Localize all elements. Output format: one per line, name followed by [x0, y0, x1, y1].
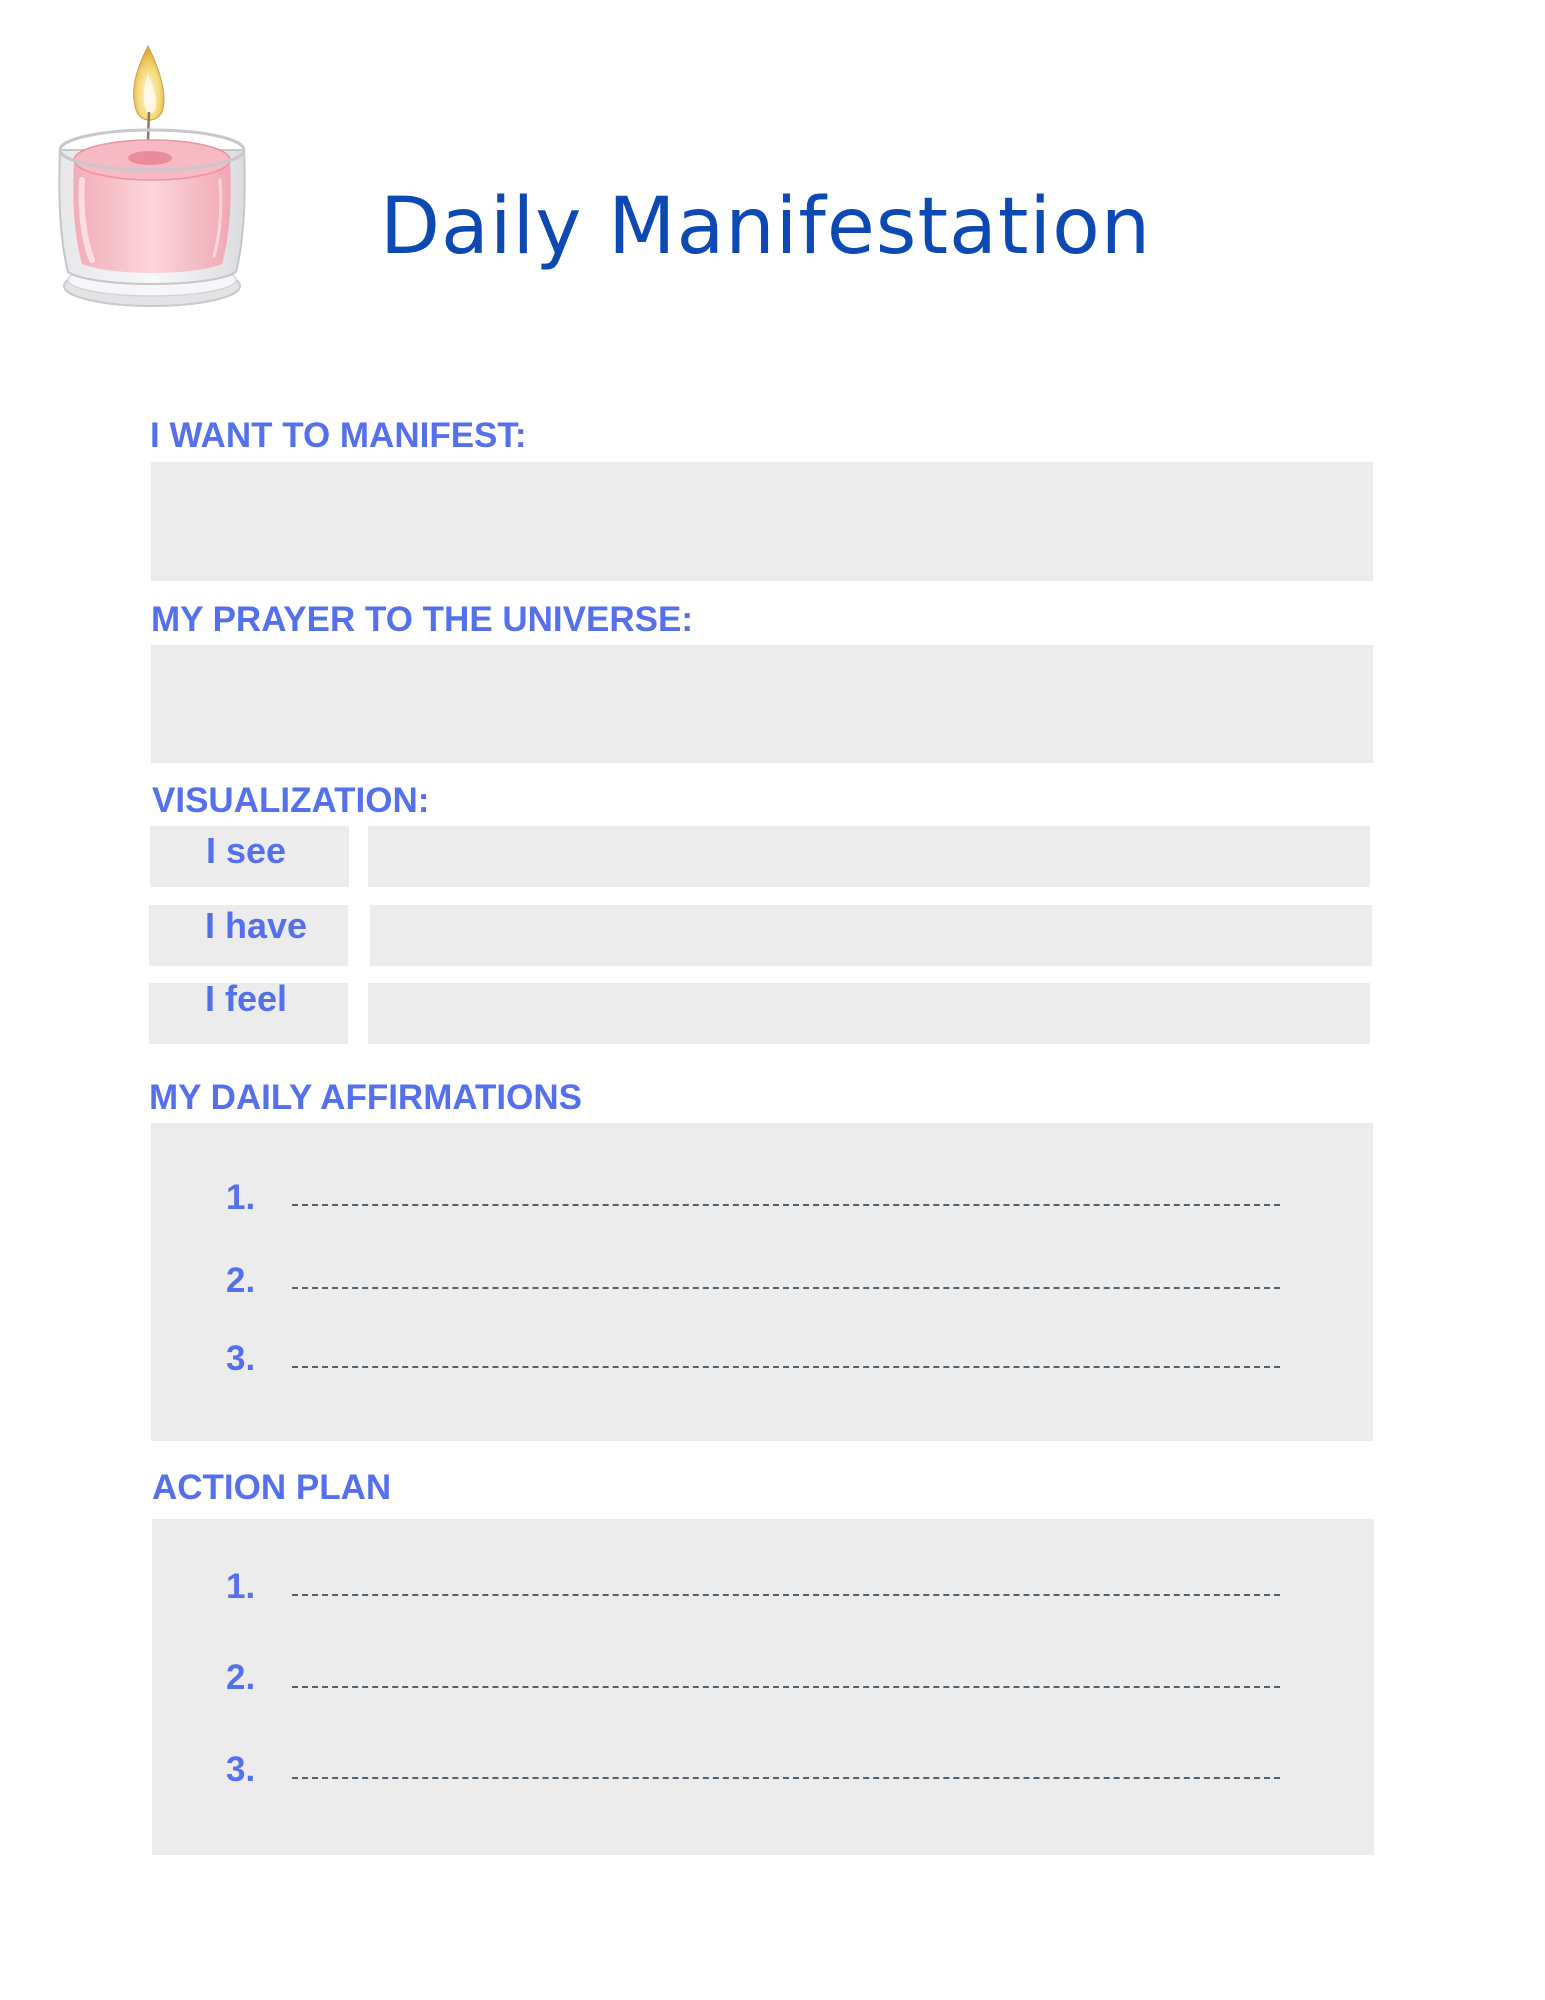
visualization-field-feel[interactable] — [368, 983, 1370, 1044]
action-number-3: 3. — [226, 1750, 256, 1789]
action-number-1: 1. — [226, 1567, 256, 1606]
affirmation-line-2[interactable] — [292, 1287, 1280, 1289]
visualization-label-have: I have — [149, 905, 348, 966]
visualization-label-see: I see — [150, 826, 349, 887]
visualization-label-feel: I feel — [149, 983, 348, 1044]
affirmation-number-3: 3. — [226, 1339, 256, 1378]
visualization-field-see[interactable] — [368, 826, 1370, 887]
visualization-field-have[interactable] — [370, 905, 1372, 966]
affirmation-line-3[interactable] — [292, 1366, 1280, 1368]
action-line-3[interactable] — [292, 1777, 1280, 1779]
action-number-2: 2. — [226, 1658, 256, 1697]
affirmation-number-1: 1. — [226, 1178, 256, 1217]
action-line-1[interactable] — [292, 1594, 1280, 1596]
candle-illustration — [52, 40, 252, 315]
action-plan-heading: ACTION PLAN — [152, 1468, 392, 1507]
affirmation-number-2: 2. — [226, 1261, 256, 1300]
visualization-heading: VISUALIZATION: — [152, 781, 430, 820]
prayer-field[interactable] — [151, 645, 1373, 763]
manifest-heading: I WANT TO MANIFEST: — [150, 416, 527, 455]
affirmations-box — [151, 1123, 1373, 1441]
affirmations-heading: MY DAILY AFFIRMATIONS — [149, 1078, 582, 1117]
candle-icon — [52, 40, 252, 315]
page-title: Daily Manifestation — [380, 182, 1152, 272]
affirmation-line-1[interactable] — [292, 1204, 1280, 1206]
manifest-field[interactable] — [151, 462, 1373, 581]
action-line-2[interactable] — [292, 1686, 1280, 1688]
prayer-heading: MY PRAYER TO THE UNIVERSE: — [151, 600, 693, 639]
